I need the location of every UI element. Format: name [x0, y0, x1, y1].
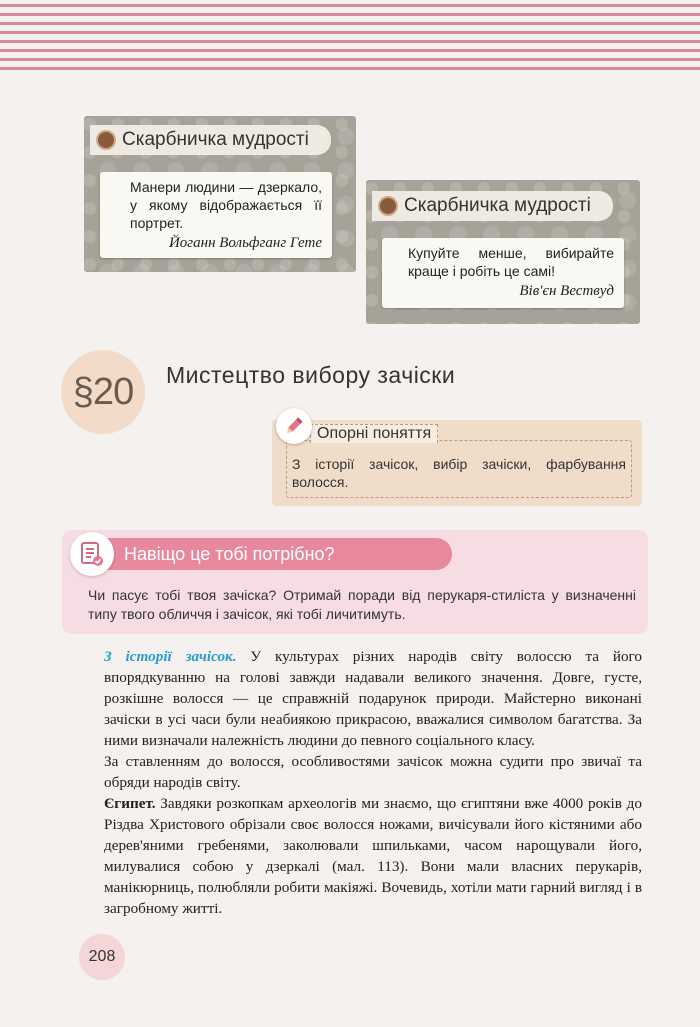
paragraph-text: За ставленням до волосся, особливостями зачісок можна судити про звичаї та обряди народів світу.	[104, 753, 642, 791]
wisdom-box-header	[90, 125, 331, 155]
paragraph-lead: Єгипет.	[104, 795, 156, 812]
paragraph-customs	[104, 751, 642, 793]
paragraph-history	[104, 646, 642, 751]
why-text: Чи пасує тобі твоя зачіска? Отримай поради від перукаря-стиліста у визначенні типу твого обличчя і зачісок, які тобі личитимуть.	[88, 587, 636, 622]
paragraph-egypt	[104, 793, 642, 919]
coin-icon	[96, 130, 116, 150]
why-box	[62, 530, 648, 634]
pencil-icon	[276, 408, 312, 444]
concepts-heading: Опорні поняття	[310, 424, 438, 443]
key-concepts-box	[272, 420, 642, 506]
wisdom-box-title: Скарбничка мудрості	[404, 195, 591, 216]
section-title: Мистецтво вибору зачіски	[166, 362, 456, 388]
quote-author: Йоганн Вольфганг Гете	[168, 235, 322, 251]
wisdom-box-title: Скарбничка мудрості	[122, 129, 309, 150]
section-number: §20	[72, 370, 134, 413]
quote-text: Купуйте менше, вибирайте краще і робіть це самі!	[408, 245, 614, 279]
checklist-icon	[70, 532, 114, 576]
paragraph-lead: З історії зачісок.	[104, 648, 237, 665]
wisdom-quote	[382, 238, 624, 308]
page-number: 208	[79, 934, 125, 980]
wisdom-box-2	[366, 180, 640, 324]
why-heading: Навіщо це тобі потрібно?	[124, 544, 335, 564]
concepts-text: З історії зачісок, вибір зачіски, фарбування волосся.	[292, 456, 626, 490]
main-text	[104, 646, 642, 919]
coin-icon	[378, 196, 398, 216]
paragraph-text: У культурах різних народів світу волоссю та його впорядкуванню на голові завжди надавали великого значення. Довге, густе, розкішне волосся — це справжній подарунок природи. Майстерно виконані зачіски в усі часи були неабиякою прикрасою, вважалися символом багатства. За ними визначали належність людини до певного соціального класу.	[104, 648, 643, 749]
wisdom-box-1	[84, 116, 356, 272]
section-number-badge	[61, 350, 145, 434]
quote-text: Манери людини — дзеркало, у якому відображається її портрет.	[130, 179, 322, 231]
wisdom-box-header	[372, 191, 613, 221]
why-header	[102, 538, 452, 570]
quote-author: Вів'єн Вествуд	[519, 283, 614, 299]
paragraph-text: Завдяки розкопкам археологів ми знаємо, що єгиптяни вже 4000 років до Різдва Христового обрізали своє волосся ножами, вичісували його кістяними або дерев'яними гребенями, заколювали шпильками, часом нарощували його, милувалися собою у дзеркалі (мал. 113). Вони мали власних перукарів, манікюрниць, полюбляли робити макіяжі. Вочевидь, хотіли мати гарний вигляд і в загробному житті.	[104, 795, 642, 917]
wisdom-quote	[100, 172, 332, 258]
header-stripes	[0, 0, 700, 80]
